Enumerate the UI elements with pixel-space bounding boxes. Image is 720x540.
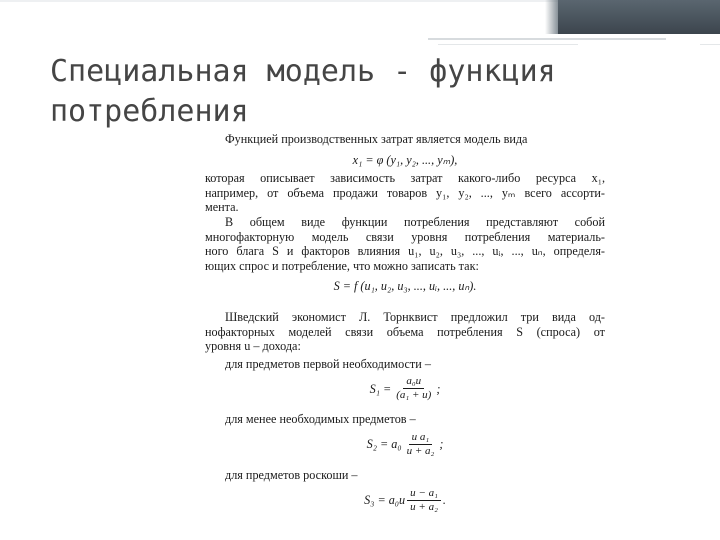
formula-fraction	[404, 431, 438, 458]
formula-fraction	[407, 487, 441, 514]
paragraph-line: ющих спрос и потребление, что можно записать так:	[205, 258, 479, 273]
top-decoration-band	[0, 0, 720, 36]
fraction-numerator: u − a₁	[407, 487, 441, 501]
paragraph-line: которая описывает зависимость затрат какого-либо ресурса x₁,	[205, 171, 605, 186]
formula-lhs: S₃ = a₀u	[364, 492, 406, 507]
formula-tail: ;	[439, 437, 444, 452]
paragraph-line: например, от объема продажи товаров y₁, y₂, ..., yₘ всего ассорти-	[205, 185, 605, 200]
decorative-rule	[438, 44, 578, 45]
paragraph-line: ного блага S и факторов влияния u₁, u₂, u₃, ..., uᵢ, ..., uₙ, определя-	[205, 244, 605, 259]
list-item: для предметов роскоши –	[225, 467, 358, 482]
paragraph-line: нофакторных моделей связи объема потребления S (спроса) от	[205, 324, 605, 339]
paragraph-line: многофакторную модель связи уровня потребления материаль-	[205, 229, 605, 244]
top-light-strip	[0, 0, 560, 2]
formula-luxury	[205, 487, 605, 514]
formula-fraction	[393, 375, 434, 402]
paragraph-text: Функцией производственных затрат является модель вида	[225, 132, 528, 146]
formula-first-necessity	[205, 375, 605, 402]
fraction-denominator: u + a₂	[406, 444, 435, 457]
fraction-denominator: u + a₂	[410, 500, 438, 513]
top-dark-block	[558, 0, 720, 34]
formula-tail: ;	[436, 381, 441, 396]
list-item: для предметов первой необходимости –	[225, 356, 431, 371]
slide-title: Специальная модель - функция потребления	[50, 54, 556, 129]
decorative-rule	[428, 38, 666, 40]
paragraph-line: Шведский экономист Л. Торнквист предложил три вида од-	[225, 309, 605, 324]
fraction-denominator: (a₁ + u)	[396, 389, 432, 402]
formula-lhs: S₂ = a₀	[366, 437, 402, 452]
paragraph-line: уровня u – дохода:	[205, 339, 301, 354]
formula-tail: .	[442, 492, 446, 507]
formula-production-costs: x₁ = φ (y₁, y₂, ..., yₘ),	[352, 152, 458, 167]
scanned-text-page	[205, 132, 605, 540]
decorative-rule	[700, 44, 720, 45]
paragraph-line: мента.	[205, 200, 239, 215]
fraction-numerator: u a₁	[409, 431, 433, 445]
paragraph-line: В общем виде функции потребления представляют собой	[225, 214, 605, 229]
fraction-numerator: a₀u	[403, 375, 424, 389]
formula-consumption-function: S = f (u₁, u₂, u₃, ..., uᵢ, ..., uₙ).	[333, 279, 477, 294]
list-item: для менее необходимых предметов –	[225, 412, 416, 427]
formula-lhs: S₁ =	[369, 381, 392, 396]
formula-less-necessary	[205, 431, 605, 458]
